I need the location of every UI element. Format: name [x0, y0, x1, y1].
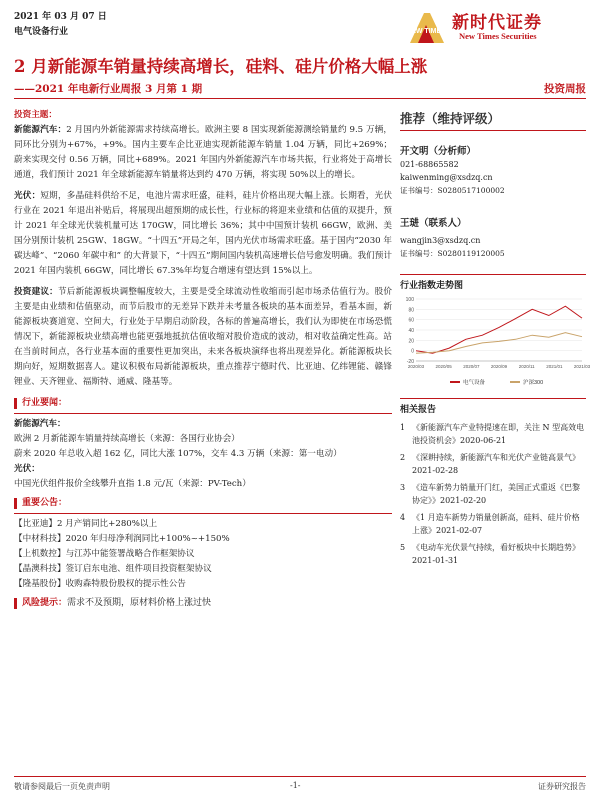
- x-tick-label: 2020/03: [407, 364, 425, 369]
- news-item: 蔚来 2020 年总收入超 162 亿，同比大涨 107%，交车 4.3 万辆（来源：第一电动）: [14, 449, 342, 459]
- legend-label: 电气设备: [463, 380, 486, 386]
- report-title: 2 月新能源车销量持续高增长，硅料、硅片价格大幅上涨: [14, 57, 428, 76]
- related-list: [400, 421, 586, 567]
- x-tick-label: 2021/01: [546, 364, 563, 369]
- nev2-label: 新能源汽车：: [14, 419, 66, 429]
- section-bar-icon: [14, 498, 17, 509]
- side-rule: [400, 274, 586, 275]
- analyst-2-name: 王琎（联系人）: [400, 218, 467, 229]
- logo-text-cn: 新时代证券: [452, 13, 542, 33]
- rating: 推荐（维持评级）: [400, 111, 501, 126]
- logo-text-en: New Times Securities: [459, 31, 537, 41]
- announcement-item: 【中材科技】2020 年归母净利润同比+100%~+150%: [14, 534, 230, 544]
- related-report[interactable]: 1 《新能源汽车产业特提速在即，关注 N 型高效电池投资机会》2020-06-21: [400, 423, 585, 445]
- analyst-1-email[interactable]: kaiwenming@xsdzq.cn: [400, 173, 493, 182]
- x-tick-label: 2020/07: [463, 364, 480, 369]
- y-tick-label: 80: [408, 307, 414, 314]
- side-rule: [400, 398, 586, 399]
- analyst-2-email[interactable]: wangjin3@xsdzq.cn: [400, 236, 481, 245]
- x-tick-label: 2020/09: [490, 364, 508, 369]
- announcement-item: 【隆基股份】收购森特股份股权的提示性公告: [14, 579, 186, 589]
- key-points-paragraph: [14, 108, 392, 183]
- pv-text: 短期，多晶硅料供给不足，电池片需求旺盛，硅料，硅片价格出现大幅上涨。长期看，光伏行业在 2021 年退出补贴后，将展现出超预期的成长性，行业标的将迎来业绩和估值的双提升，预计 2021 年全球光伏装机量可达 170GW，同比增长 36%；其中中国预计装机 66GW，欧洲、美国分别预计装机 25GW、18GW。“十四五”开局之年，国内光伏市场需求旺盛。基于国内“2030 年碳达峰”、“2060 年碳中和” 的大背景下，“十四五”期间国内装机高速增长信号愈发明确。我们预计 2021 年国内装机 66GW，同比增长 67.3%年均复合增速有望达到 15%以上。: [14, 191, 392, 276]
- y-tick-label: -20: [406, 359, 414, 365]
- y-tick-label: 100: [405, 297, 414, 303]
- x-tick-label: 2020/11: [518, 364, 535, 369]
- x-tick-label: 2020/05: [435, 364, 452, 369]
- announcement-list: [14, 517, 392, 592]
- news-item: 欧洲 2 月新能源车销量持续高增长（来源：各国行业协会）: [14, 434, 240, 444]
- section-bar-icon: [14, 398, 17, 409]
- nev-label: 新能源汽车：: [14, 125, 67, 135]
- side-column: [400, 108, 591, 571]
- report-type: 投资周报: [544, 83, 586, 95]
- pv-paragraph: [14, 189, 392, 279]
- logo-mark-text: NEW TIMES: [406, 28, 446, 35]
- page-number: -1-: [290, 781, 301, 790]
- pv-label: 光伏：: [14, 191, 41, 201]
- index-chart: [400, 293, 591, 389]
- advice-text: 节后新能源板块调整幅度较大，主要是受全球流动性收缩而引起市场杀估值行为。股价主要是由业绩和估值驱动，而节后股市的无差异下跌并未考量各板块的基本面差异，看基本面，新能源板块赛道宽、空间大，行业处于早期启动阶段，各标的普遍高增长，我们认为即使在市场恐慌情况下，新能源板块业绩高增也能更强地抵抗估值收缩对股价造成的波动，相对收益确定性高。站在当前时间点，各行业基本面的重要性更加突出，未来各板块演绎也将出现差异化。新能源板块长期向好，短期数据喜人。建议积极布局新能源板块，重点推荐宁德时代、比亚迪、亿纬锂能、赣锋锂业、天齐锂业、福斯特、通威、隆基等。: [14, 287, 392, 387]
- industry-news-heading: 行业要闻：: [14, 396, 392, 411]
- advice-label: 投资建议：: [14, 287, 58, 297]
- chart-title: 行业指数走势图: [400, 281, 464, 291]
- analyst-1-phone: 021-68865582: [400, 160, 459, 169]
- related-report[interactable]: 4 《1 月造车新势力销量创新高，硅料、硅片价格上涨》2021-02-07: [400, 513, 580, 535]
- advice-paragraph: [14, 285, 392, 390]
- announcement-item: 【上机数控】与江苏中能签署战略合作框架协议: [14, 549, 195, 559]
- analyst-1-name: 开文明（分析师）: [400, 146, 477, 157]
- announcement-item: 【晶澳科技】签订启东电池、组件项目投资框架协议: [14, 564, 212, 574]
- announce-heading: 重要公告：: [14, 496, 392, 511]
- related-report[interactable]: 3 《造车新势力销量开门红，美国正式重返《巴黎协定》》2021-02-20: [400, 483, 580, 505]
- logo-mark: [404, 9, 448, 47]
- y-tick-label: 20: [408, 338, 414, 345]
- analyst-1-cert: 证书编号：S0280517100002: [400, 186, 505, 195]
- announcement-item: 【比亚迪】2 月产销同比+280%以上: [14, 519, 158, 529]
- related-heading: 相关报告: [400, 405, 437, 415]
- y-tick-label: 60: [408, 317, 414, 324]
- report-date: 2021 年 03 月 07 日: [14, 12, 107, 22]
- x-tick-label: 2021/03: [573, 364, 591, 369]
- industry-label: 电气设备行业: [14, 27, 69, 37]
- analyst-2-cert: 证书编号：S0280119120005: [400, 249, 505, 258]
- footer-label: 证券研究报告: [538, 782, 586, 791]
- related-report[interactable]: 2 《深耕持续，新能源汽车和光伏产业链高景气》2021-02-28: [400, 453, 580, 475]
- side-rule: [400, 130, 586, 131]
- report-subtitle: ——2021 年电新行业周报 3 月第 1 期: [14, 83, 203, 95]
- legend-label: 沪深300: [523, 380, 544, 386]
- key-points-label: 投资主题：: [14, 110, 57, 120]
- header-divider: [14, 98, 586, 99]
- risk-text: 需求不及预期，原材料价格上涨过快: [67, 598, 212, 608]
- risk-heading: 风险提示： 需求不及预期，原材料价格上涨过快: [14, 596, 392, 611]
- news-item: 中国光伏组件报价全线攀升直指 1.8 元/瓦（来源：PV-Tech）: [14, 479, 251, 489]
- main-column: [14, 108, 392, 611]
- section-rule: [14, 513, 392, 514]
- footer-disclaimer: 敬请参阅最后一页免责声明: [14, 782, 110, 791]
- section-bar-icon: [14, 598, 17, 609]
- related-report[interactable]: 5 《电动车光伏景气持续，看好板块中长期趋势》2021-01-31: [400, 543, 580, 565]
- y-tick-label: 0: [411, 348, 414, 355]
- nev-text: 2 月国内外新能源需求持续高增长。欧洲主要 8 国实现新能源测绘销量约 9.5 万辆，同环比分别为+67%，+9%。国内主要车企比亚迪实现新能源车销量 1.04 万辆，同比+269%；蔚来实现交付 0.56 万辆，同比+689%。2021 年国内外新能源汽车市场共振，行业将处于高增长通道，我们预计 2021 年全球新能源车销量将达到约 470 万辆，将实现 50%以上的增长。: [14, 125, 392, 180]
- section-rule: [14, 413, 392, 414]
- y-tick-label: 40: [408, 328, 414, 334]
- footer-divider: [14, 776, 586, 777]
- pv2-label: 光伏：: [14, 464, 40, 474]
